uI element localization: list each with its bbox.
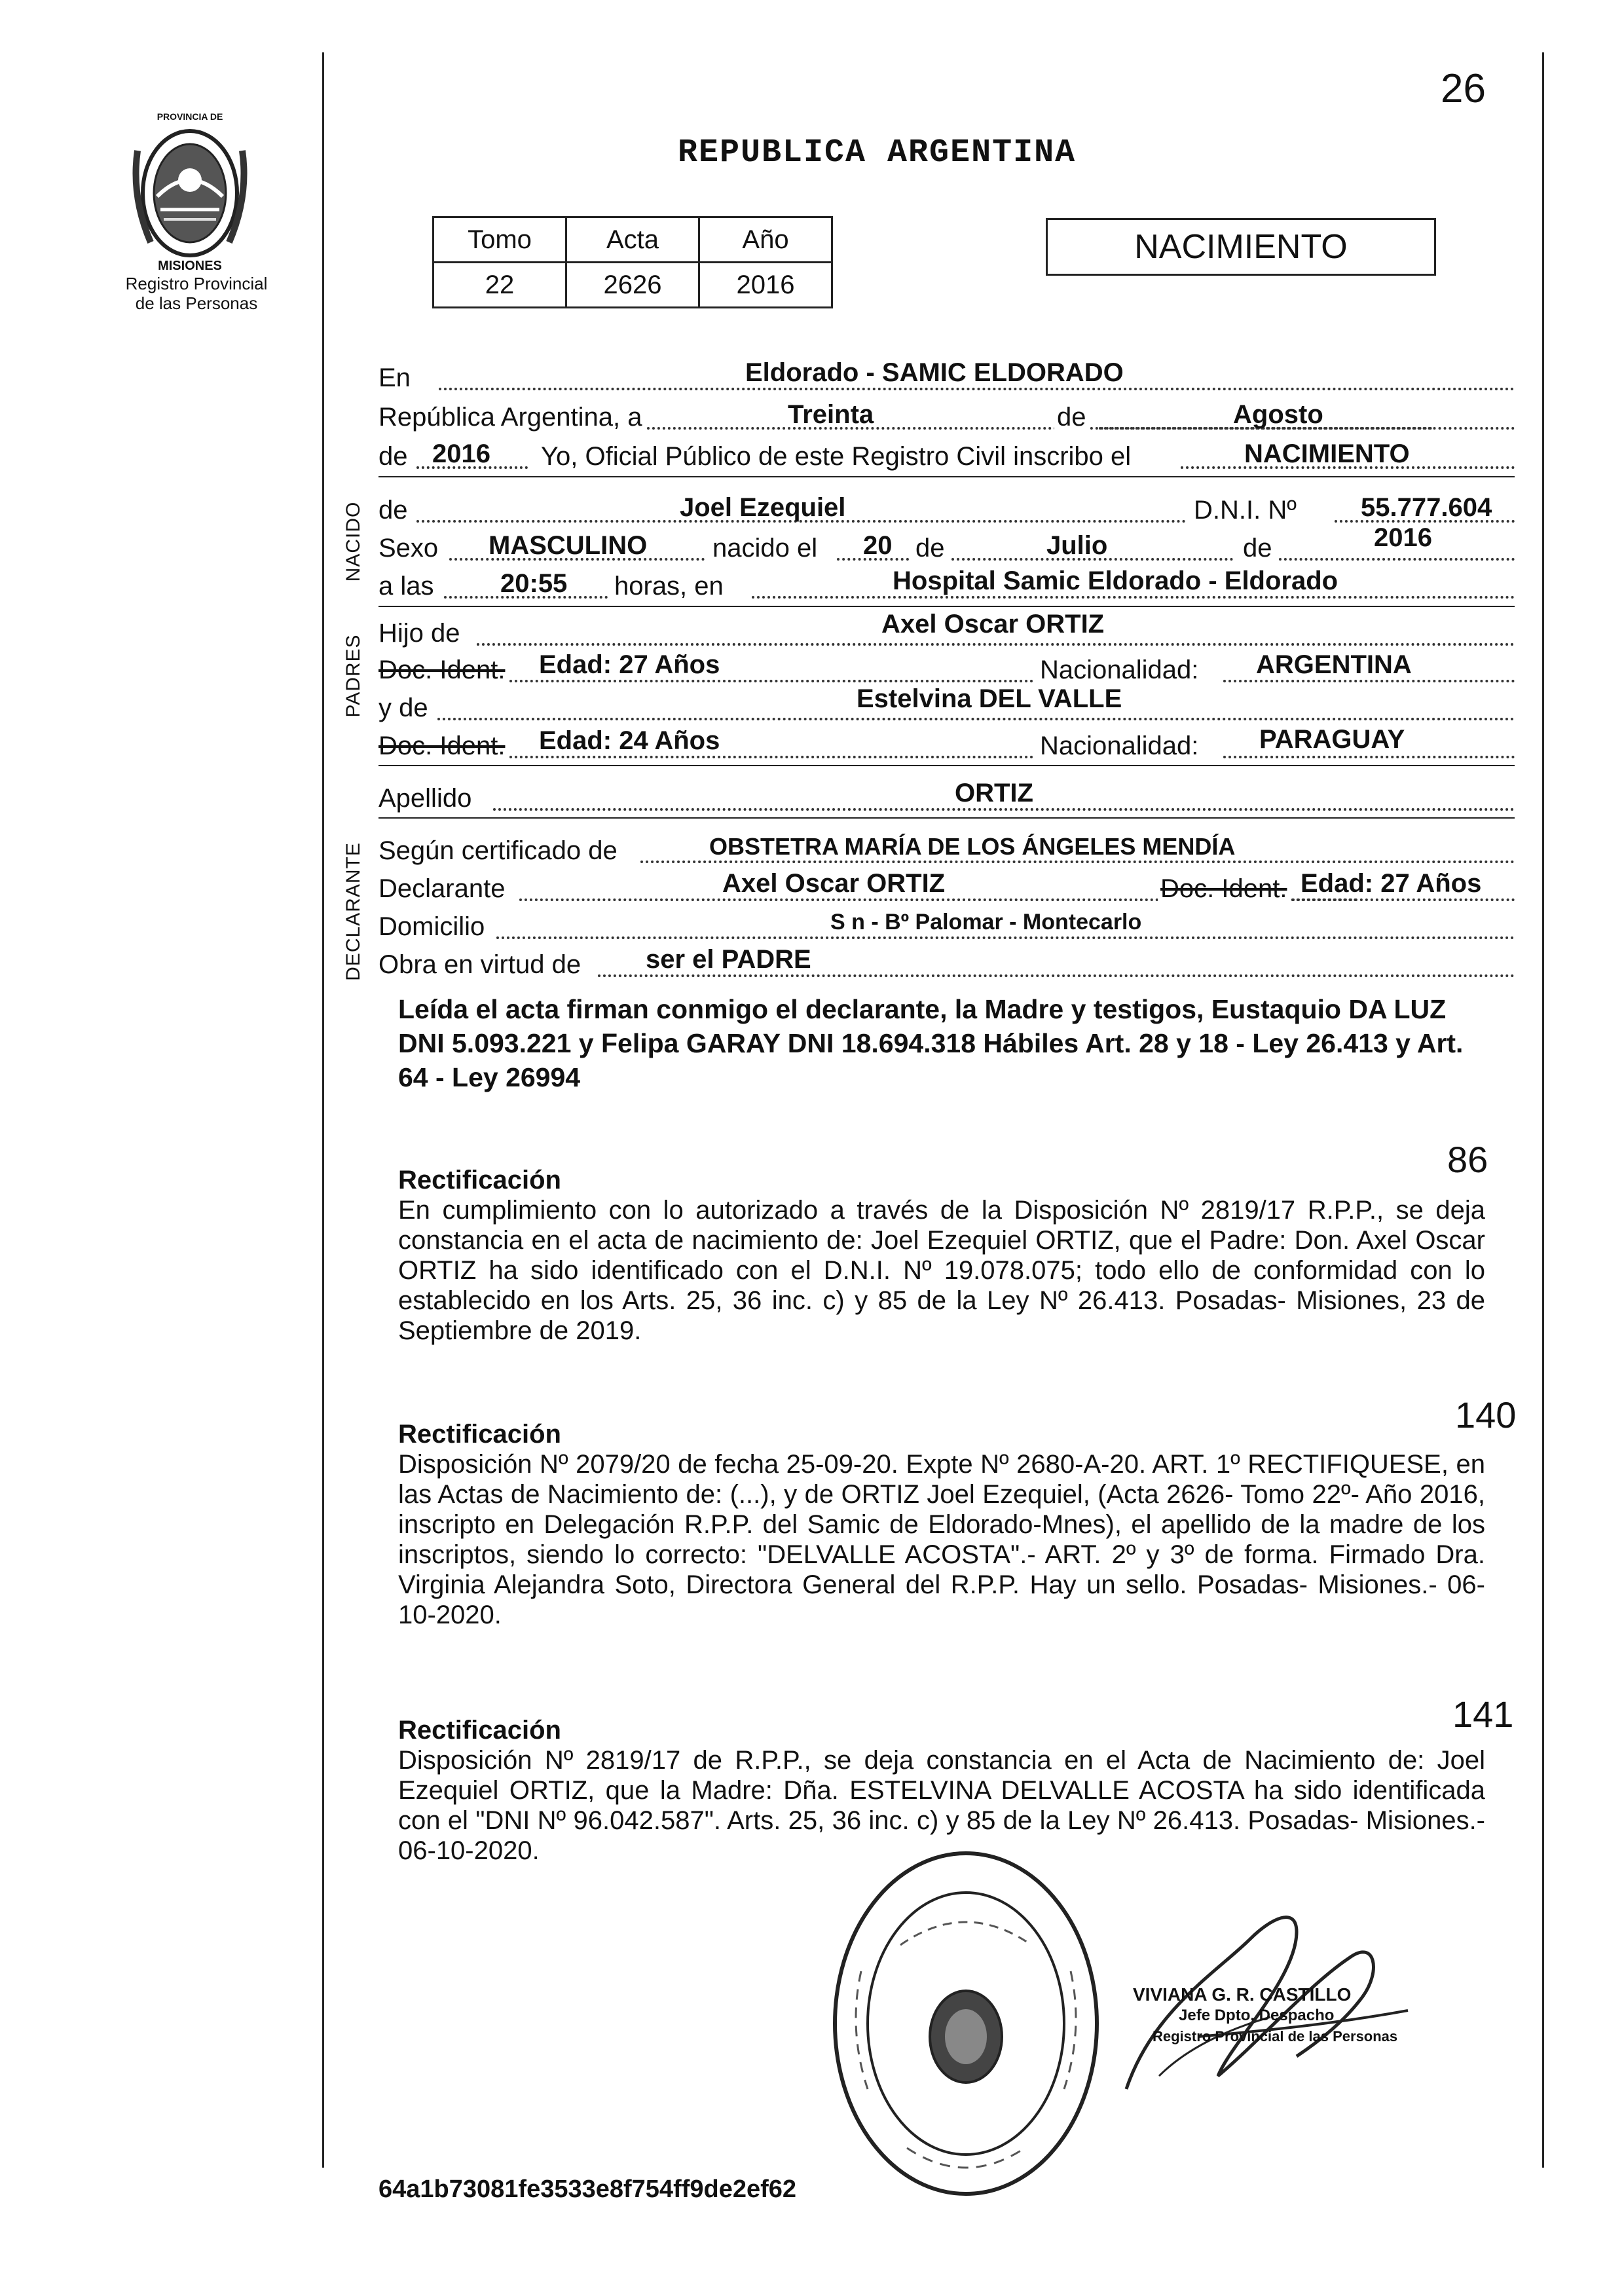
dotted-line [509,756,1033,758]
rectificacion-86-number: 86 [1447,1139,1488,1180]
rectificacion-141-body: Disposición Nº 2819/17 de R.P.P., se deja constancia en el Acta de Nacimiento de: Joel Ezequiel ORTIZ, que la Madre: Dña. ESTELVINA DELVALLE ACOSTA ha sido identificada con el "DNI Nº 96.042.587". Arts. 25, 36 inc. c) y 85 de la Ley Nº 26.413. Posadas- Misiones.- 06-10-2020. [398,1746,1485,1865]
value-month: Agosto [1233,400,1323,429]
signer-office: Registro Provincial de las Personas [1153,2028,1398,2045]
rectificacion-140 [398,1420,1485,1630]
label-nacionalidad-mother: Nacionalidad: [1040,731,1199,760]
rectificacion-141-heading: Rectificación [398,1716,561,1745]
label-de-bmonth: de [915,534,945,563]
section-divider [378,476,1515,477]
value-father-age: Edad: 27 Años [539,650,720,679]
rectificacion-86-body: En cumplimiento con lo autorizado a través de la Disposición Nº 2819/17 R.P.P., se deja constancia en el acta de nacimiento de: Joel Ezequiel ORTIZ, que el Padre: Don. Axel Oscar ORTIZ ha sido identificado con el D.N.I. Nº 19.078.075; todo ello de conformidad con lo establecido en los Arts. 25, 36 inc. c) y 85 de la Ley Nº 26.413. Posadas- Misiones, 23 de Septiembre de 2019. [398,1196,1485,1345]
value-segun: OBSTETRA MARÍA DE LOS ÁNGELES MENDÍA [709,833,1236,860]
value-dni: 55.777.604 [1361,493,1492,522]
value-apellido: ORTIZ [955,779,1033,807]
dotted-line [752,596,1515,599]
value-obra: ser el PADRE [646,945,811,974]
record-type-box: NACIMIENTO [1046,218,1436,276]
dotted-line [1292,898,1515,901]
label-de-byear: de [1243,534,1272,563]
dotted-line [1279,558,1515,561]
rectificacion-140-body: Disposición Nº 2079/20 de fecha 25-09-20. Expte Nº 2680-A-20. ART. 1º RECTIFIQUESE, en las Actas de Nacimiento de: (...), y de ORTIZ Joel Ezequiel, (Acta 2626- Tomo 22º- Año 2016, inscripto en Delegación R.P.P. del Samic de Eldorado-Mnes), el apellido de la madre de los inscriptos, siendo lo correcto: "DELVALLE ACOSTA".- ART. 2º y 3º de forma. Firmado Dra. Virginia Alejandra Soto, Directora General del R.P.P. Hay un sello. Posadas- Misiones.- 06-10-2020. [398,1450,1485,1629]
label-y-de: y de [378,694,428,722]
row-father [378,610,1515,651]
row-apellido [378,779,1515,816]
table-header-anio: Año [699,217,832,263]
document-hash: 64a1b73081fe3533e8f754ff9de2ef62 [378,2176,797,2203]
table-header-acta: Acta [566,217,699,263]
dotted-line [1223,756,1515,758]
seal-bottom-text: MISIONES [158,259,222,273]
value-mother: Estelvina DEL VALLE [857,684,1122,713]
dotted-line [477,643,1515,646]
page-title: REPUBLICA ARGENTINA [678,134,1077,172]
row-obra [378,946,1515,982]
label-sexo: Sexo [378,534,439,563]
value-place: Hospital Samic Eldorado - Eldorado [893,566,1338,595]
label-nacido: nacido el [712,534,818,563]
value-year: 2016 [432,439,490,468]
rectificacion-86 [398,1166,1485,1346]
side-label-declarante: DECLARANTE [342,842,364,981]
value-birth-month: Julio [1046,531,1108,560]
row-declarante [378,870,1515,906]
value-declarante-age: Edad: 27 Años [1301,869,1482,898]
value-declarante: Axel Oscar ORTIZ [722,869,946,898]
leida-paragraph: Leída el acta firman conmigo el declarante, la Madre y testigos, Eustaquio DA LUZ DNI 5.093.221 y Felipa GARAY DNI 18.694.318 Hábiles Art. 28 y 18 - Ley 26.413 y Art. 64 - Ley 26994 [398,994,1464,1092]
label-doc-ident-father: Doc. Ident. [378,656,506,684]
left-margin-line [322,52,324,2168]
rectificacion-141-number: 141 [1452,1694,1514,1735]
dotted-line [598,974,1515,977]
dotted-line [640,861,1515,863]
value-domicilio: S n - Bº Palomar - Montecarlo [830,910,1142,935]
row-father-doc [378,651,1515,688]
value-birth-day: 20 [863,531,893,560]
row-domicilio [378,908,1515,944]
section-divider [378,606,1515,607]
section-divider [378,765,1515,766]
value-day: Treinta [788,400,874,429]
dotted-line [496,936,1515,939]
value-mother-nat: PARAGUAY [1259,725,1405,754]
label-doc-ident-declarante: Doc. Ident. [1158,874,1289,904]
dotted-line [509,680,1033,682]
table-value-tomo: 22 [434,263,566,308]
label-obra: Obra en virtud de [378,950,581,979]
table-header-tomo: Tomo [434,217,566,263]
section-divider [378,817,1515,819]
label-horas-en: horas, en [614,572,724,601]
label-en: En [378,363,411,392]
signer-name: VIVIANA G. R. CASTILLO [1133,1984,1352,2005]
rectificacion-140-number: 140 [1455,1394,1517,1435]
dotted-line [493,808,1515,811]
dotted-line [437,718,1515,720]
row-oficial [378,437,1515,474]
row-segun [378,832,1515,868]
row-sexo [378,523,1515,566]
label-domicilio: Domicilio [378,912,485,941]
row-hora [378,567,1515,604]
label-de-month: de [1054,403,1089,432]
registry-label-line1: Registro Provincial [125,274,268,293]
row-mother-doc [378,727,1515,764]
value-name: Joel Ezequiel [680,493,846,522]
value-father-nat: ARGENTINA [1256,650,1412,679]
side-label-padres: PADRES [342,634,364,718]
label-declarante: Declarante [378,874,506,903]
value-father: Axel Oscar ORTIZ [881,610,1105,639]
value-inscribo: NACIMIENTO [1244,439,1410,468]
seal-top-text: PROVINCIA DE [157,111,223,122]
label-de-year: de [378,442,408,471]
row-republica [378,398,1515,435]
page-number: 26 [1441,66,1486,111]
value-birth-year: 2016 [1374,523,1432,552]
signer-role: Jefe Dpto. Despacho [1179,2007,1335,2024]
value-hour: 20:55 [500,569,568,598]
row-name [378,491,1515,528]
table-value-acta: 2626 [566,263,699,308]
province-seal-icon [124,111,255,268]
label-apellido: Apellido [378,784,472,813]
rectificacion-140-heading: Rectificación [398,1420,561,1449]
label-a-las: a las [378,572,434,601]
label-segun: Según certificado de [378,836,618,865]
registry-table [432,216,833,308]
label-oficial: Yo, Oficial Público de este Registro Civil inscribo el [541,442,1132,471]
signature-text [1133,1984,1397,2047]
value-mother-age: Edad: 24 Años [539,726,720,755]
row-mother [378,684,1515,726]
right-margin-line [1542,52,1544,2168]
registry-label-line2: de las Personas [135,293,258,313]
label-de-name: de [378,496,408,525]
dotted-line [439,388,1515,390]
row-en [378,359,1515,396]
registry-label [111,274,282,313]
side-label-nacido: NACIDO [342,501,364,582]
label-nacionalidad-father: Nacionalidad: [1040,656,1199,684]
label-dni: D.N.I. Nº [1194,496,1297,525]
dotted-line [1223,680,1515,682]
official-stamp-icon [822,1840,1110,2207]
label-doc-ident-mother: Doc. Ident. [378,731,506,760]
table-value-anio: 2016 [699,263,832,308]
label-republica: República Argentina, a [378,403,642,432]
value-en: Eldorado - SAMIC ELDORADO [745,358,1124,387]
rectificacion-86-heading: Rectificación [398,1166,561,1194]
label-hijo: Hijo de [378,619,460,648]
value-sexo: MASCULINO [489,531,648,560]
